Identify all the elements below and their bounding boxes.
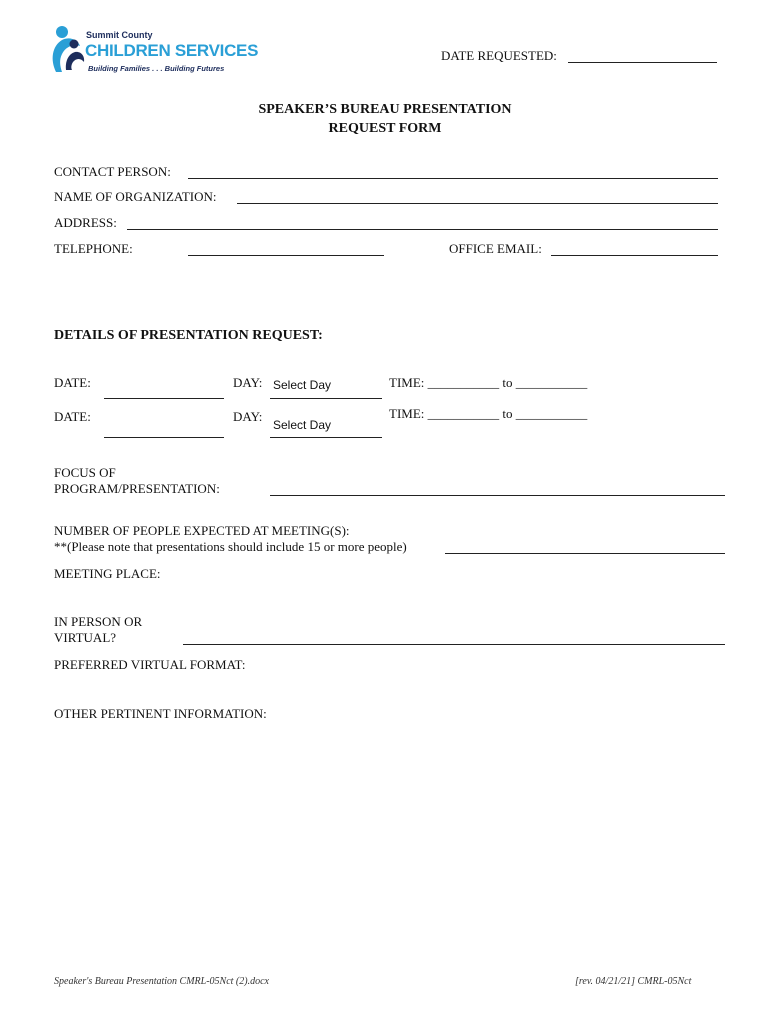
day-label-1: DAY: xyxy=(233,375,263,390)
contact-person-field[interactable] xyxy=(188,178,718,179)
focus-label-line-1: FOCUS OF xyxy=(54,465,116,480)
people-expected-field[interactable] xyxy=(445,553,725,554)
family-figures-icon xyxy=(48,24,88,76)
footer-revision: [rev. 04/21/21] CMRL-05Nct xyxy=(575,976,692,987)
telephone-label: TELEPHONE: xyxy=(54,241,133,256)
contact-person-label: CONTACT PERSON: xyxy=(54,164,171,179)
other-info-label: OTHER PERTINENT INFORMATION: xyxy=(54,706,267,721)
in-person-label-line-2: VIRTUAL? xyxy=(54,630,117,645)
logo-tagline: Building Families . . . Building Futures xyxy=(88,64,225,73)
day-field-underline-1 xyxy=(270,398,382,399)
day-select-2[interactable]: Select Day xyxy=(273,418,332,432)
form-title-line-1: SPEAKER’S BUREAU PRESENTATION xyxy=(258,102,512,117)
date-requested-field[interactable] xyxy=(568,62,717,63)
organization-field[interactable] xyxy=(237,203,718,204)
address-field[interactable] xyxy=(127,229,718,230)
time-range-2[interactable]: TIME: ___________ to ___________ xyxy=(389,406,588,421)
focus-label-line-2: PROGRAM/PRESENTATION: xyxy=(54,481,220,496)
office-email-field[interactable] xyxy=(551,255,718,256)
details-heading: DETAILS OF PRESENTATION REQUEST: xyxy=(54,328,323,343)
date-requested-label: DATE REQUESTED: xyxy=(441,48,557,63)
date-label-2: DATE: xyxy=(54,409,91,424)
agency-logo xyxy=(48,24,263,76)
day-label-2: DAY: xyxy=(233,409,263,424)
date-label-1: DATE: xyxy=(54,375,91,390)
people-expected-label: NUMBER OF PEOPLE EXPECTED AT MEETING(S): xyxy=(54,523,350,538)
date-field-2[interactable] xyxy=(104,437,224,438)
meeting-place-label: MEETING PLACE: xyxy=(54,566,161,581)
telephone-field[interactable] xyxy=(188,255,384,256)
organization-label: NAME OF ORGANIZATION: xyxy=(54,189,217,204)
people-expected-note: **(Please note that presentations should include 15 or more people) xyxy=(54,539,407,554)
form-title-line-2: REQUEST FORM xyxy=(328,121,442,136)
time-range-1[interactable]: TIME: ___________ to ___________ xyxy=(389,375,588,390)
address-label: ADDRESS: xyxy=(54,215,117,230)
logo-county: Summit County xyxy=(86,30,153,40)
footer-filename: Speaker's Bureau Presentation CMRL-05Nct (2).docx xyxy=(54,976,269,987)
focus-field[interactable] xyxy=(270,495,725,496)
date-field-1[interactable] xyxy=(104,398,224,399)
virtual-format-label: PREFERRED VIRTUAL FORMAT: xyxy=(54,657,246,672)
office-email-label: OFFICE EMAIL: xyxy=(449,241,542,256)
in-person-label-line-1: IN PERSON OR xyxy=(54,614,143,629)
in-person-field[interactable] xyxy=(183,644,725,645)
day-field-underline-2 xyxy=(270,437,382,438)
day-select-1[interactable]: Select Day xyxy=(273,378,332,392)
logo-name: CHILDREN SERVICES xyxy=(85,41,259,60)
